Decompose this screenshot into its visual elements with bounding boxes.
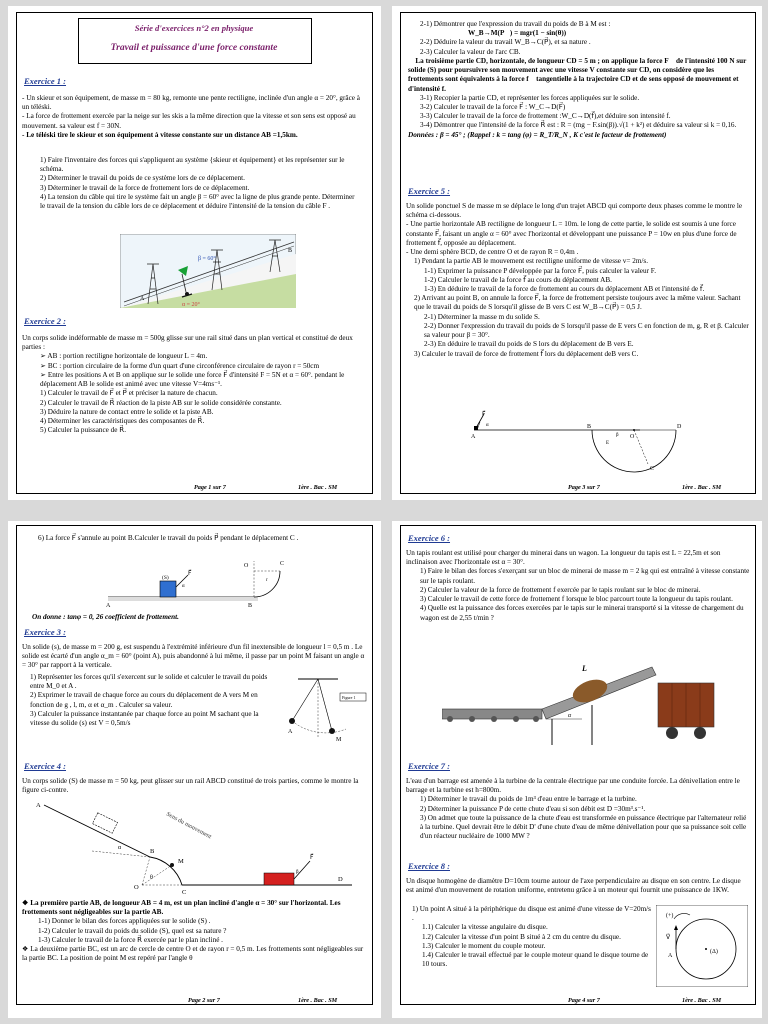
ex4-line: 3-4) Démontrer que l'intensité de la force R⃗ est : R = (mg − F.sin(β)).√(1 + k²) et déduire sa valeur si k = 0,16.: [420, 121, 737, 130]
ex2-line: 4) Déterminer les caractéristiques des composantes de R⃗.: [40, 416, 205, 425]
ex2-line: 5) Calculer la puissance de R⃗.: [40, 426, 127, 435]
series-subtitle: Travail et puissance d'une force constante: [110, 42, 278, 53]
fig2-point-b: B: [248, 603, 253, 607]
fig1-point-b: B: [288, 248, 293, 254]
ex5-line: 2) Arrivant au point B, on annule la force F⃗, la force de frottement persiste toujours avec la même valeur. Sachant que le travail du poids de S lorsqu'il glisse de B vers C est W_B→C(P⃗) = 0,5 J.: [414, 294, 741, 312]
series-title: Série d'exercices n°2 en physique: [134, 23, 254, 33]
ex4-line: 3-2) Calculer le travail de la force F⃗ : W_C→D(F⃗): [420, 102, 566, 111]
footer-page-number: Page 4 sur 7: [568, 997, 600, 1004]
footer-page-number: Page 2 sur 7: [188, 997, 220, 1004]
exercise-1-heading: Exercice 1 :: [24, 76, 67, 86]
ex8-question: 1) Un point A situé à la périphérique du disque est animé d'une vitesse de V=20m/s .: [412, 905, 651, 923]
ex8-question: 1.3) Calculer le moment du couple moteur.: [422, 941, 546, 950]
ex5-line: 2-3) En déduire le travail du poids de S lors du déplacement de B vers E.: [424, 340, 634, 349]
ex5-line: 1-2) Calculer le travail de la force f⃗ au cours du déplacement AB.: [424, 275, 612, 284]
ex6-line: 1) Faire le bilan des forces s'exerçant sur un bloc de minerai de masse m = 2 kg qui est entraîné à vitesse constante sur le tapis roulant.: [420, 567, 750, 585]
fig5-point-a: A: [471, 434, 476, 440]
exercise-2-given: On donne : tanφ = 0, 26 coefficient de frottement.: [32, 613, 179, 621]
ex3-question: 2) Exprimer le travail de chaque force au cours du déplacement de A vers M en fonction de g , l, m, α et α_m . Calculer sa valeur.: [30, 691, 258, 709]
fig4-alpha: α: [118, 845, 122, 851]
disk-figure: [656, 905, 748, 987]
exercise-4-heading: Exercice 4 :: [24, 761, 67, 771]
ex2-line: ➢ AB : portion rectiligne horizontale de longueur L = 4m.: [40, 352, 208, 361]
ex1-line: - Un skieur et son équipement, de masse m = 80 kg, remonte une pente rectiligne, inclinée d'un angle α = 20°, grâce à un téléski.: [22, 94, 360, 112]
footer-class: 1ère . Bac . SM: [682, 997, 722, 1004]
exercise-2-heading: Exercice 2 :: [24, 316, 67, 326]
ex2-line: 2) Calculer le travail de R⃗ réaction de la piste AB sur le solide considérée constante.: [40, 398, 282, 407]
ex5-line: 2-2) Donner l'expression du travail du poids de S lorsqu'il passe de E vers C en fonction de m, g, R et β. Calculer sa valeur pour β = 30°.: [424, 321, 749, 340]
exercise-3-heading: Exercice 3 :: [24, 627, 67, 637]
fig2-point-a: A: [106, 603, 111, 607]
ex5-line: - Une partie horizontale AB rectiligne de longueur L = 10m. le long de cette partie, le solide est soumis à une force constante F⃗, faisant un angle α = 60° avec l'horizontal et développant une puissance P = 10w en plus d'une force de frottement f⃗, opposée au déplacement.: [406, 220, 737, 247]
fig4-force: F⃗: [310, 855, 314, 861]
ex1-line: - La force de frottement exercée par la neige sur les skis a la même direction que la vitesse et son sens est opposé au mouvement. sa valeur est f = 30N.: [22, 112, 356, 130]
exercise-6-heading: Exercice 6 :: [408, 533, 451, 543]
exercise-2-question-6: 6) La force F⃗ s'annule au point B.Calculer le travail du poids P⃗ pendant le déplacement C .: [38, 534, 299, 542]
exercise-4-continued: [408, 20, 748, 140]
page-1: [8, 6, 381, 500]
exercise-1-questions: [40, 156, 360, 211]
fig2-radius: r: [266, 578, 268, 583]
ex2-line: ➢ Entre les positions A et B on applique sur le solide une force F⃗ d'intensité F = 5N et α = 60°. pendant le déplacement AB le solide est animé avec une vitesse V=4ms⁻¹.: [40, 370, 345, 389]
ex2-line: 3) Déduire la nature de contact entre le solide et la piste AB.: [40, 407, 214, 416]
exercise-3-statement: Un solide (s), de masse m = 200 g, est suspendu à l'extrémité inférieure d'un fil inextensible de longueur l = 0,5 m . Le solide est écarté d'un angle α_m = 60° (point A), puis abandonné à lui même, il passe par un point M faisant un angle α = 30° par rapport à la verticale.: [22, 643, 365, 670]
ex5-line: 1) Pendant la partie AB le mouvement est rectiligne uniforme de vitesse v= 2m/s.: [414, 257, 648, 266]
fig4-point-o: O: [134, 884, 139, 891]
ex2-line: ➢ BC : portion circulaire de la forme d'un quart d'une circonférence circulaire de rayon r = 50cm: [40, 361, 320, 370]
fig4-beta: β: [296, 870, 299, 875]
fig2-force-label: F⃗: [188, 571, 192, 577]
ex7-line: 2) Déterminer la puissance P de cette chute d'eau si son débit est D =30m³.s⁻¹.: [420, 804, 646, 813]
ex4-line: 2-1) Démontrer que l'expression du travail du poids de B à M est :: [420, 20, 611, 28]
ex4-question: ❖ La première partie AB, de longueur AB = 4 m, est un plan incliné d'angle α = 30° sur l'horizontal. Les frottements sont négligeables sur la partie AB.: [22, 899, 341, 917]
ex6-line: 3) Calculer le travail de cette force de frottement f lorsque le bloc parcourt toute la longueur du tapis roulant.: [420, 595, 733, 604]
fig5-point-c: C: [650, 466, 655, 472]
exercise-3-questions: [30, 673, 270, 728]
exercise-5-figure: [470, 408, 686, 478]
fig5-force-label: F⃗: [482, 412, 486, 418]
ex4-formula: W_B→M(P⃗) = mgr(1 − sin(θ)): [468, 29, 567, 38]
fig4-point-d: D: [338, 876, 343, 883]
fig1-point-a: A: [140, 296, 145, 302]
ex5-line: Un solide ponctuel S de masse m se déplace le long d'un trajet ABCD qui comporte deux phases comme le montre le schéma ci-dessous.: [406, 202, 743, 220]
ex5-line: - Une demi sphère BCD, de centre O et de rayon R = 0,4m .: [406, 248, 579, 257]
conveyor-alpha: α: [568, 713, 572, 719]
exercise-2-statement: [22, 334, 367, 435]
ski-lift-figure: [120, 234, 296, 308]
exercise-7-heading: Exercice 7 :: [408, 761, 451, 771]
ex6-line: Un tapis roulant est utilisé pour charger du minerai dans un wagon. La longueur du tapis est L = 22,5m et son inclinaison avec l'horizontale est α = 30°.: [406, 549, 721, 567]
fig5-point-o: O: [630, 434, 635, 440]
ex7-line: 1) Déterminer le travail du poids de 1m³ d'eau entre le barrage et la turbine.: [420, 795, 637, 804]
ex5-line: 1-1) Exprimer la puissance P développée par la force F⃗, puis calculer la valeur F.: [424, 266, 657, 275]
fig5-point-e: E: [606, 441, 610, 446]
exercise-1-statement: [22, 94, 367, 140]
exercise-5-heading: Exercice 5 :: [408, 186, 451, 196]
page-4: [392, 521, 762, 1018]
exercise-8-questions: [412, 905, 652, 970]
ex4-line: 2-2) Déduire la valeur du travail W_B→C(P⃗), et sa nature .: [420, 38, 591, 47]
footer-page-number: Page 1 sur 7: [194, 484, 226, 491]
exercise-6-statement: [406, 549, 750, 623]
ex7-line: 3) On admet que toute la puissance de la chute d'eau est transformée en puissance électrique par l'alternateur relié à la turbine. Quel devrait être le débit D' d'une chute d'eau de même dénivellation pour que sa puissance soit celle d'un réacteur nucléaire de 1000 MW ?: [420, 813, 747, 841]
fig4-point-a: A: [36, 802, 41, 809]
pendulum-figure-label: Figure 1: [342, 695, 356, 700]
ex4-line: 2-3) Calculer la valeur de l'arc CB.: [420, 47, 521, 56]
ex8-question: 1.1) Calculer la vitesse angulaire du disque.: [422, 923, 548, 932]
ex4-question: 1-2) Calculer le travail du poids du solide (S), quel est sa nature ?: [38, 926, 227, 935]
footer-class: 1ère . Bac . SM: [298, 484, 338, 491]
ex6-line: 4) Quelle est la puissance des forces exercées par le tapis sur le minerai transporté si la vitesse de chargement du wagon est de 2,55 t/min ?: [420, 604, 744, 622]
pendulum-point-a: A: [288, 729, 293, 735]
footer-class: 1ère . Bac . SM: [682, 484, 722, 491]
ex4-line: 3-1) Recopier la partie CD, et représenter les forces appliquées sur le solide.: [420, 93, 640, 102]
ex1-question: 4) La tension du câble qui tire le système fait un angle β = 60° avec la ligne de plus grande pente. Déterminer le travail de la tension du câble lors de ce déplacement et déduire l'intensité de la tension du câble F .: [40, 192, 355, 211]
ex2-line: Un corps solide indéformable de masse m = 500g glisse sur une rail situé dans un plan vertical et constitué de deux parties :: [22, 334, 353, 352]
ex5-line: 1-3) En déduire le travail de la force de frottement au cours du déplacement AB et l'intensité de f⃗.: [424, 284, 705, 293]
pendulum-figure: [288, 675, 370, 743]
disk-point-a: A: [668, 953, 673, 959]
exercise-4-statement: Un corps solide (S) de masse m = 50 kg, peut glisser sur un rail ABCD constitué de trois parties, comme le montre la figure ci-contre.: [22, 777, 359, 795]
ex4-line: 3-3) Calculer le travail de la force de frottement :W_C→D(f⃗),et déduire son intensité f.: [420, 112, 671, 121]
ex1-question: 3) Déterminer le travail de la force de frottement lors de ce déplacement.: [40, 183, 250, 192]
ex6-line: 2) Calculer la valeur de la force de frottement f exercée par le tapis roulant sur le bloc de minerai.: [420, 585, 701, 594]
fig4-point-m: M: [178, 858, 184, 865]
ex1-question: 2) Déterminer le travail du poids de ce système lors de ce déplacement.: [40, 174, 245, 183]
fig5-point-d: D: [677, 424, 682, 430]
ex8-question: 1.4) Calculer le travail effectué par le couple moteur quand le disque tourne de 10 tours.: [422, 951, 649, 969]
conveyor-figure: [442, 661, 722, 745]
fig2-point-o: O: [244, 563, 249, 569]
fig4-point-b: B: [150, 848, 155, 855]
fig1-alpha-label: α = 20°: [182, 302, 200, 308]
page-3: [392, 6, 762, 500]
exercise-4-questions: [22, 899, 366, 964]
pendulum-point-m: M: [336, 737, 342, 743]
exercise-8-statement: Un disque homogène de diamètre D=10cm tourne autour de l'axe perpendiculaire au disque en son centre. Le disque est animé d'un mouvement de rotation uniforme, entretenu grâce à un moteur qui fournit une puissance de 1KW.: [406, 877, 741, 895]
page-2: [8, 521, 381, 1018]
ex5-line: 2-1) Déterminer la masse m du solide S.: [424, 312, 540, 321]
exercise-4-figure: [32, 799, 362, 895]
footer-page-number: Page 3 sur 7: [568, 484, 600, 491]
ex4-question: 1-3) Calculer le travail de la force R⃗ exercée par le plan incliné .: [38, 935, 223, 944]
fig4-theta: θ: [150, 875, 153, 881]
fig5-beta: β: [616, 433, 619, 438]
ex4-question: ❖ La deuxième partie BC, est un arc de cercle de centre O et de rayon r = 0,5 m. Les frottements sont négligeables sur la partie BC. La position de point M est repéré par l'angle θ: [22, 945, 364, 963]
fig1-beta-label: β = 60°: [198, 256, 216, 262]
fig2-alpha: α: [182, 584, 185, 589]
ex1-question: 1) Faire l'inventaire des forces qui s'appliquent au système {skieur et équipement} et les représenter sur le schéma.: [40, 156, 345, 174]
ex1-line: - Le téléski tire le skieur et son équipement à vitesse constante sur un distance AB =1,5km.: [22, 130, 298, 139]
exercise-2-figure: [104, 551, 286, 607]
fig4-direction-label: Sens du mouvement: [165, 810, 213, 841]
ex3-question: 1) Représenter les forces qu'il s'exercent sur le solide et calculer le travail du poids entre M_0 et A .: [30, 673, 268, 691]
disk-rotation-sign: (+): [666, 913, 674, 919]
fig5-point-b: B: [587, 424, 592, 430]
fig2-point-c: C: [280, 561, 285, 567]
exercise-8-heading: Exercice 8 :: [408, 861, 451, 871]
ex4-question: 1-1) Donner le bilan des forces appliquées sur le solide (S) .: [38, 917, 211, 926]
footer-class: 1ère . Bac . SM: [298, 997, 338, 1004]
ex4-data: Données : β = 45° ; (Rappel : k = tang (φ) = R_T/R_N , K c'est le facteur de frottement): [408, 130, 667, 139]
exercise-7-statement: [406, 777, 750, 842]
fig2-solid-label: (S): [162, 575, 169, 581]
ex2-line: 1) Calculer le travail de F⃗ et P⃗ et préciser la nature de chacun.: [40, 389, 218, 398]
fig4-point-c: C: [182, 889, 187, 895]
disk-velocity: V⃗: [666, 935, 671, 941]
conveyor-length: L: [582, 664, 587, 673]
ex4-line: ❖ La troisième partie CD, horizontale, de longueur CD = 5 m ; on applique la force F⃗ de l'intensité 100 N sur solide (S) pour poursuivre son mouvement avec une vitesse V constante sur CD, on considère que les frottements sont équivalents à la force f⃗ tangentielle à la trajectoire CD et de sens opposé de mouvement et d'intensité f.: [408, 56, 747, 93]
ex7-line: L'eau d'un barrage est amenée à la turbine de la centrale électrique par une conduite forcée. La dénivellation entre le barrage et la turbine est h=800m.: [406, 777, 740, 795]
disk-axis-label: (Δ): [710, 949, 718, 955]
exercise-5-statement: [406, 202, 750, 359]
ex5-line: 3) Calculer le travail de force de frottement f⃗ lors du déplacement deB vers C.: [414, 349, 639, 358]
ex3-question: 3) Calculer la puissance instantanée par chaque force au point M sachant que la vitesse du solide (s) est V = 0,5m/s: [30, 709, 259, 728]
fig5-alpha: α: [486, 423, 489, 428]
ex8-question: 1.2) Calculer la vitesse d'un point B situé à 2 cm du centre du disque.: [422, 932, 621, 941]
